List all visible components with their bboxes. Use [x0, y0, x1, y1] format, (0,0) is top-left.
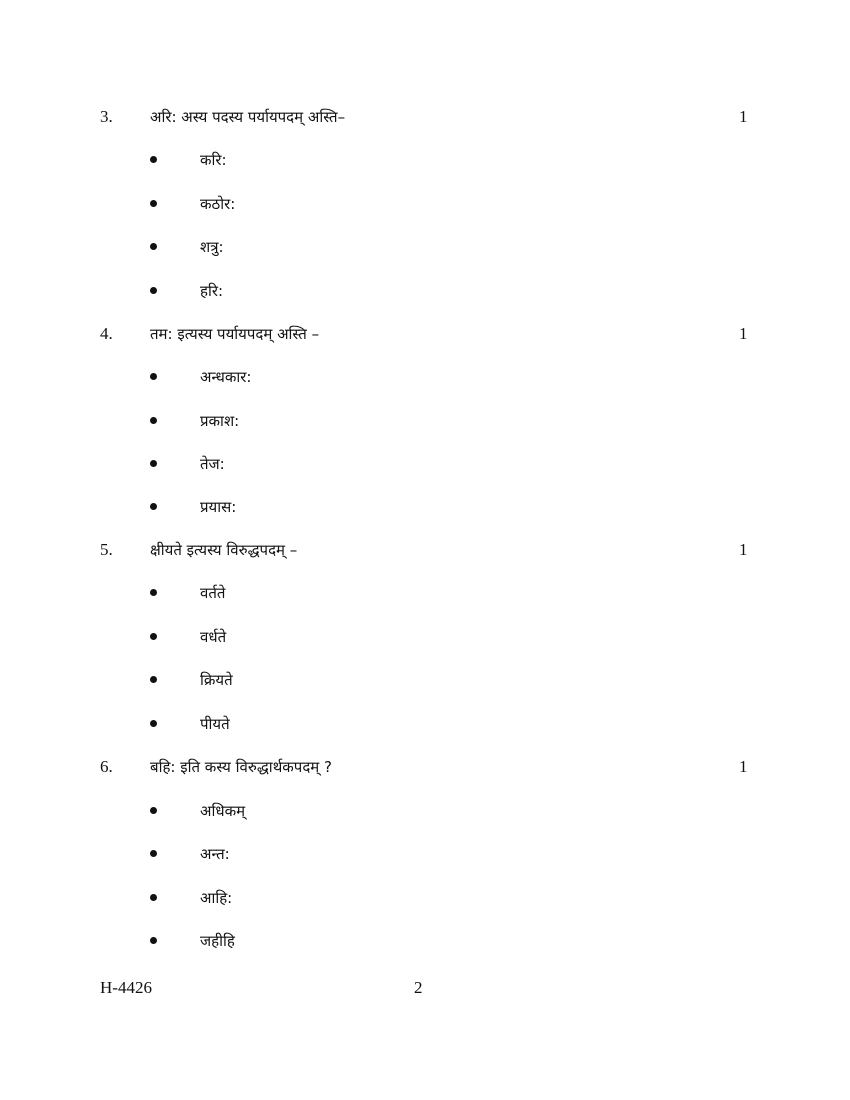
option-text: अधिकम् [200, 802, 246, 820]
option-text: क्रियते [200, 671, 233, 689]
option-item [0, 279, 850, 303]
option-item [0, 668, 850, 692]
option-text: शत्रु: [200, 238, 224, 256]
question-marks: 1 [739, 757, 748, 776]
option-item [0, 495, 850, 519]
option-text: करि: [200, 151, 227, 169]
question-3 [0, 105, 850, 129]
bullet-icon [150, 156, 157, 163]
question-text: अरि: अस्य पदस्य पर्यायपदम् अस्ति– [150, 108, 346, 126]
question-marks: 1 [739, 107, 748, 126]
option-text: आहि: [200, 889, 233, 907]
option-item [0, 886, 850, 910]
question-number: 3. [100, 107, 113, 126]
option-text: हरि: [200, 282, 224, 300]
option-item [0, 799, 850, 823]
bullet-icon [150, 243, 157, 250]
option-text: वर्तते [200, 584, 226, 602]
page-number: 2 [414, 978, 423, 997]
bullet-icon [150, 676, 157, 683]
question-text: तम: इत्यस्य पर्यायपदम् अस्ति – [150, 325, 320, 343]
bullet-icon [150, 200, 157, 207]
option-text: तेज: [200, 455, 225, 473]
option-item [0, 625, 850, 649]
option-item [0, 409, 850, 433]
option-text: जहीहि [200, 932, 235, 950]
option-item [0, 365, 850, 389]
bullet-icon [150, 503, 157, 510]
bullet-icon [150, 720, 157, 727]
option-item [0, 148, 850, 172]
question-number: 6. [100, 757, 113, 776]
question-5 [0, 538, 850, 562]
bullet-icon [150, 894, 157, 901]
bullet-icon [150, 417, 157, 424]
question-marks: 1 [739, 540, 748, 559]
paper-code: H-4426 [100, 978, 152, 997]
option-item [0, 712, 850, 736]
bullet-icon [150, 937, 157, 944]
question-number: 4. [100, 324, 113, 343]
bullet-icon [150, 633, 157, 640]
bullet-icon [150, 373, 157, 380]
option-item [0, 842, 850, 866]
question-number: 5. [100, 540, 113, 559]
bullet-icon [150, 807, 157, 814]
option-text: वर्धते [200, 628, 227, 646]
bullet-icon [150, 589, 157, 596]
question-text: बहि: इति कस्य विरुद्धार्थकपदम् ? [150, 758, 332, 776]
option-text: अन्धकार: [200, 368, 252, 386]
option-text: प्रकाश: [200, 412, 240, 430]
option-text: अन्त: [200, 845, 230, 863]
bullet-icon [150, 850, 157, 857]
question-4 [0, 322, 850, 346]
option-item [0, 581, 850, 605]
bullet-icon [150, 287, 157, 294]
option-text: पीयते [200, 715, 230, 733]
question-marks: 1 [739, 324, 748, 343]
option-item [0, 452, 850, 476]
question-text: क्षीयते इत्यस्य विरुद्धपदम् – [150, 541, 298, 559]
bullet-icon [150, 460, 157, 467]
option-item [0, 235, 850, 259]
option-item [0, 192, 850, 216]
option-item [0, 929, 850, 953]
question-6 [0, 755, 850, 779]
option-text: कठोर: [200, 195, 236, 213]
option-text: प्रयास: [200, 498, 237, 516]
